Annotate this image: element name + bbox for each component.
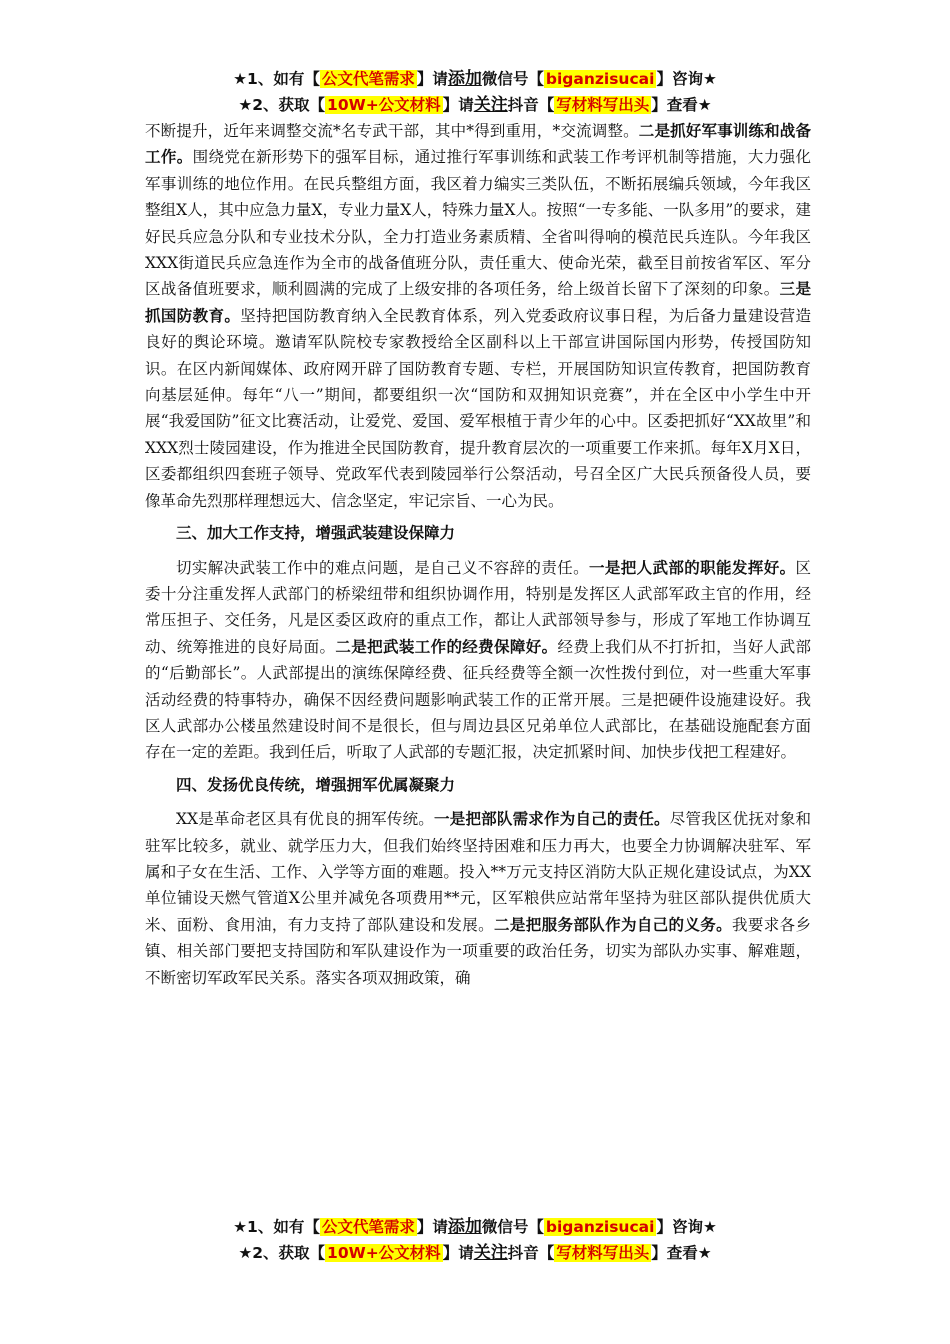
banner-text: 微信号【 (481, 70, 544, 88)
banner-text: 】请 (442, 96, 474, 114)
bold-point: 一是把部队需求作为自己的责任。 (434, 810, 670, 829)
body-text: 坚持把国防教育纳入全民教育体系，列入党委政府议事日程，为后备力量建设营造良好的舆论环境。邀请军队院校专家教授给全区副科以上干部宣讲国际国内形势，传授国防知识。在区内新闻媒体、政府网开辟了国防教育专题、专栏，开展国防知识宣传教育，把国防教育向基层延伸。每年“八一”期间，都要组织一次“国防和双拥知识竞赛”，并在全区中小学生中开展“我爱国防”征文比赛活动，让爱党、爱国、爱军根植于青少年的心中。区委把抓好“XX故里”和XXX烈士陵园建设，作为推进全民国防教育，提升教育层次的一项重要工作来抓。每年X月X日，区委都组织四套班子领导、党政军代表到陵园举行公祭活动，号召全区广大民兵预备役人员，要像革命先烈那样理想远大、信念坚定，牢记宗旨、一心为民。 (145, 306, 811, 510)
section-heading-4: 四、发扬优良传统，增强拥军优属凝聚力 (176, 775, 456, 794)
banner-highlight: 10W+公文材料 (327, 1244, 441, 1262)
banner-text: 】请 (416, 70, 448, 88)
banner-text: 抖音【 (507, 96, 555, 114)
banner-text: ★1、如有【 (233, 70, 320, 88)
body-text: 不断提升，近年来调整交流*名专武干部，其中*得到重用，*交流调整。 (145, 122, 639, 140)
paragraph-2 (145, 555, 811, 766)
banner-text: 】请 (442, 1244, 474, 1262)
banner-douyin-id: 写材料写出头 (556, 1244, 650, 1262)
banner-emphasis: 关注 (473, 95, 508, 115)
banner-text: ★2、获取【 (238, 96, 326, 114)
banner-line-1 (0, 66, 950, 92)
body-text: 围绕党在新形势下的强军目标，通过推行军事训练和武装工作考评机制等措施，大力强化军事训练的地位作用。在民兵整组方面，我区着力编实三类队伍，不断拓展编兵领域，今年我区整组X人，其中应急力量X，专业力量X人，特殊力量X人。按照“一专多能、一队多用”的要求，建好民兵应急分队和专业技术分队，全力打造业务素质精、全省叫得响的模范民兵连队。今年我区XXX街道民兵应急连作为全市的战备值班分队，责任重大、使命光荣，截至目前按省军区、军分区战备值班要求，顺利圆满的完成了上级安排的各项任务，给上级首长留下了深刻的印象。 (145, 148, 811, 299)
banner-text: 】查看★ (651, 1244, 712, 1262)
banner-wechat-id: biganzisucai (545, 1218, 655, 1236)
banner-highlight: 公文代笔需求 (321, 70, 415, 88)
bold-point: 一是把人武部的职能发挥好。 (588, 558, 796, 577)
paragraph-3 (145, 806, 811, 991)
banner-text: 】请 (416, 1218, 448, 1236)
body-text: 经费上我们从不打折扣，当好人武部的“后勤部长”。人武部提出的演练保障经费、征兵经费等全额一次性拨付到位，对一些重大军事活动经费的特事特办，确保不因经费问题影响武装工作的正常开展。三是把硬件设施建设好。我区人武部办公楼虽然建设时间不是很长，但与周边县区兄弟单位人武部比，在基础设施配套方面存在一定的差距。我到任后，听取了人武部的专题汇报，决定抓紧时间、加快步伐把工程建好。 (145, 637, 811, 762)
banner-line-2 (0, 1240, 950, 1266)
banner-highlight: 10W+公文材料 (327, 96, 441, 114)
banner-highlight: 公文代笔需求 (321, 1218, 415, 1236)
banner-emphasis: 关注 (473, 1243, 508, 1263)
document-body (145, 118, 811, 991)
banner-line-1 (0, 1214, 950, 1240)
banner-text: 抖音【 (507, 1244, 555, 1262)
banner-text: 】咨询★ (656, 70, 717, 88)
body-text: XX是革命老区具有优良的拥军传统。 (176, 810, 435, 829)
body-text: 我要求各乡镇、相关部门要把支持国防和军队建设作为一项重要的政治任务，切实为部队办实事、解难题，不断密切军政军民关系。落实各项双拥政策，确 (145, 915, 811, 987)
bold-point: 二是抓好军事训练和战备工作。 (145, 122, 811, 167)
banner-wechat-id: biganzisucai (545, 70, 655, 88)
banner-line-2 (0, 92, 950, 118)
banner-emphasis: 添加 (447, 69, 482, 89)
banner-text: 】查看★ (651, 96, 712, 114)
body-text: 尽管我区优抚对象和驻军比较多，就业、就学压力大，但我们始终坚持困难和压力再大，也要全力协调解决驻军、军属和子女在生活、工作、入学等方面的难题。投入**万元支持区消防大队正规化建设试点，为XX单位铺设天燃气管道X公里并减免各项费用**元，区军粮供应站常年坚持为驻区部队提供优质大米、面粉、食用油，有力支持了部队建设和发展。 (145, 810, 811, 934)
body-text: 切实解决武装工作中的难点问题，是自己义不容辞的责任。 (176, 558, 589, 577)
banner-text: 微信号【 (481, 1218, 544, 1236)
banner-emphasis: 添加 (447, 1217, 482, 1237)
paragraph-1 (145, 118, 811, 514)
bottom-banner (0, 1214, 950, 1266)
section-heading-3: 三、加大工作支持，增强武装建设保障力 (176, 524, 456, 543)
bold-point: 二是把服务部队作为自己的义务。 (494, 915, 733, 934)
banner-text: ★2、获取【 (238, 1244, 326, 1262)
banner-text: 】咨询★ (656, 1218, 717, 1236)
top-banner (0, 66, 950, 118)
bold-point: 二是把武装工作的经费保障好。 (335, 637, 558, 656)
banner-text: ★1、如有【 (233, 1218, 320, 1236)
body-text: 区委十分注重发挥人武部门的桥梁纽带和组织协调作用，特别是发挥区人武部军政主官的作用，经常压担子、交任务，凡是区委区政府的重点工作，都让人武部领导参与，形成了军地工作协调互动、统筹推进的良好局面。 (145, 558, 811, 656)
bold-point: 三是抓国防教育。 (145, 280, 811, 325)
banner-douyin-id: 写材料写出头 (556, 96, 650, 114)
